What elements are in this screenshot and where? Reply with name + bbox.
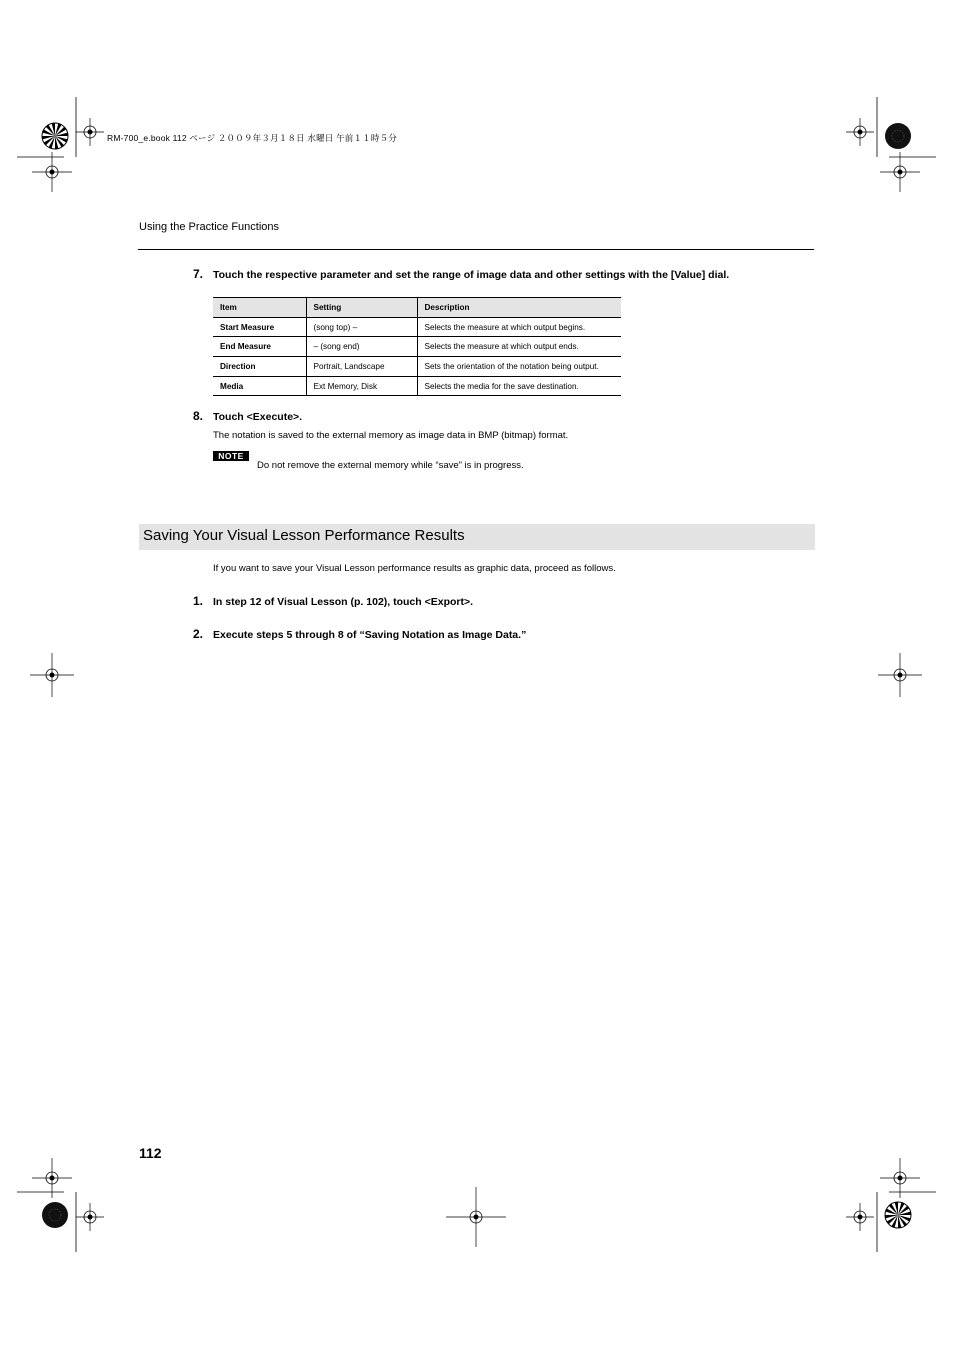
step-7-text: Touch the respective parameter and set the range of image data and other settings with the [Value] dial. bbox=[213, 269, 730, 281]
row-description: Selects the measure at which output begins. bbox=[417, 317, 621, 337]
registration-mark bbox=[50, 673, 55, 678]
row-item: End Measure bbox=[213, 337, 306, 357]
registration-mark bbox=[898, 1176, 903, 1181]
registration-mark bbox=[898, 673, 903, 678]
page-number: 112 bbox=[139, 1145, 162, 1161]
row-setting: Portrait, Landscape bbox=[306, 357, 417, 377]
step-2-text: Execute steps 5 through 8 of “Saving Notation as Image Data.” bbox=[213, 629, 527, 641]
row-item: Start Measure bbox=[213, 317, 306, 337]
registration-mark bbox=[858, 1215, 863, 1220]
parameter-table bbox=[213, 297, 621, 396]
table-row bbox=[213, 376, 621, 396]
table-header-row bbox=[213, 298, 621, 318]
table-row bbox=[213, 317, 621, 337]
registration-mark bbox=[898, 170, 903, 175]
step-1-text: In step 12 of Visual Lesson (p. 102), touch <Export>. bbox=[213, 596, 474, 608]
step-number-2: 2. bbox=[192, 627, 203, 641]
row-description: Sets the orientation of the notation being output. bbox=[417, 357, 621, 377]
row-description: Selects the measure at which output ends. bbox=[417, 337, 621, 357]
color-target bbox=[42, 1202, 68, 1228]
step-number-8: 8. bbox=[192, 409, 203, 423]
table-row bbox=[213, 357, 621, 377]
step-8-text: Touch <Execute>. bbox=[213, 411, 303, 423]
header-setting: Setting bbox=[306, 298, 417, 318]
row-setting: (song top) – bbox=[306, 317, 417, 337]
step-number-7: 7. bbox=[192, 267, 203, 281]
registration-mark bbox=[858, 130, 863, 135]
section-intro: If you want to save your Visual Lesson performance results as graphic data, proceed as follows. bbox=[213, 563, 616, 574]
step-number-1: 1. bbox=[192, 594, 203, 608]
row-item: Direction bbox=[213, 357, 306, 377]
print-slug: RM-700_e.book 112 ページ ２００９年３月１８日 水曜日 午前１１時５分 bbox=[107, 133, 397, 143]
registration-mark bbox=[88, 130, 93, 135]
registration-mark bbox=[88, 1215, 93, 1220]
header-rule bbox=[138, 249, 814, 250]
header-item: Item bbox=[213, 298, 306, 318]
row-setting: Ext Memory, Disk bbox=[306, 376, 417, 396]
step-8-body: The notation is saved to the external memory as image data in BMP (bitmap) format. bbox=[213, 430, 569, 441]
row-description: Selects the media for the save destination. bbox=[417, 376, 621, 396]
registration-mark bbox=[50, 170, 55, 175]
table-row bbox=[213, 337, 621, 357]
registration-mark bbox=[474, 1215, 479, 1220]
registration-mark bbox=[50, 1176, 55, 1181]
running-head: Using the Practice Functions bbox=[139, 221, 280, 233]
color-target bbox=[885, 123, 911, 149]
row-setting: – (song end) bbox=[306, 337, 417, 357]
note-badge: NOTE bbox=[213, 451, 249, 461]
section-title: Saving Your Visual Lesson Performance Results bbox=[143, 527, 465, 544]
row-item: Media bbox=[213, 376, 306, 396]
header-description: Description bbox=[417, 298, 621, 318]
note-text: Do not remove the external memory while “save” is in progress. bbox=[257, 460, 524, 471]
